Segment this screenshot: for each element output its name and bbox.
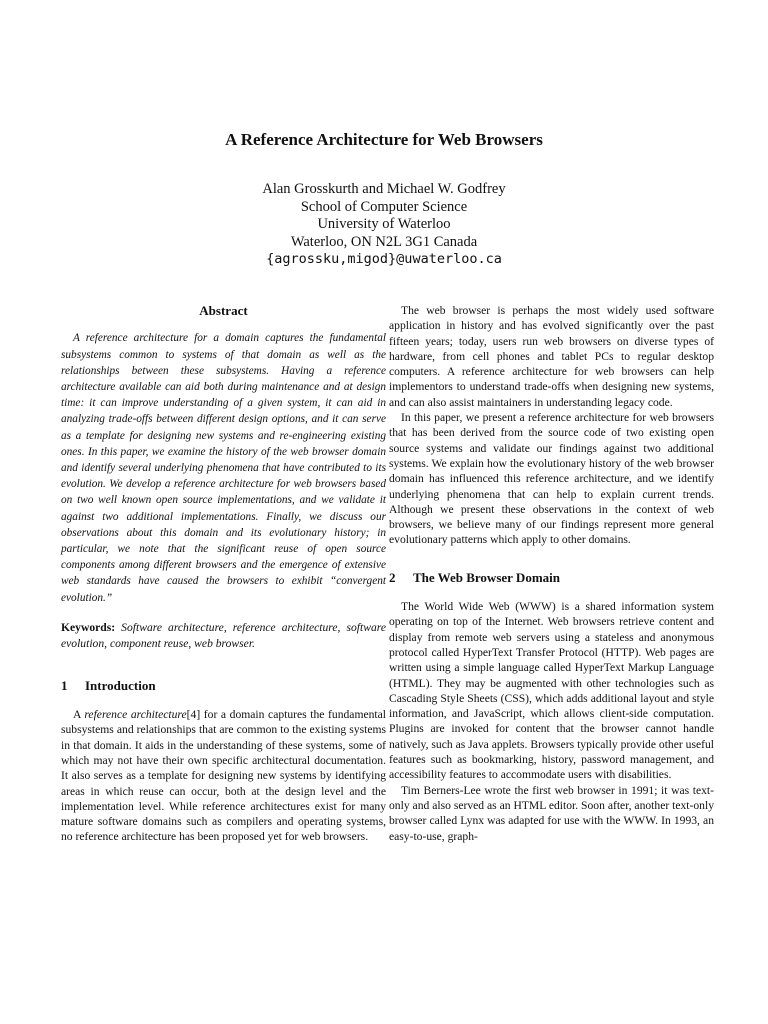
author-block (0, 181, 768, 269)
keywords-text: Software architecture, reference architecture, software evolution, component reuse, web browser. (61, 620, 386, 650)
author-names: Alan Grosskurth and Michael W. Godfrey (262, 181, 506, 197)
intro-prefix: A (73, 708, 85, 722)
author-email: {agrossku,migod}@uwaterloo.ca (266, 251, 502, 267)
domain-paragraph-2: Tim Berners-Lee wrote the first web browser in 1991; it was text-only and also served as an HTML editor. Soon after, another text-only browser called Lynx was adapted for use with the WWW. In 1993, an easy-to-use, graph- (389, 783, 714, 843)
abstract-text: A reference architecture for a domain captures the fundamental subsystems common to systems of that domain as well as the relationships between these subsystems. Having a reference architecture available can aid both during maintenance and at design time: it can improve understanding of a given system, it can aid in analyzing trade-offs between different design options, and it can serve as a template for designing new systems and re-engineering existing ones. In this paper, we examine the history of the web browser domain and identify several underlying phenomena that have contributed to its evolution. We develop a reference architecture for web browsers based on two well known open source implementations, and we validate it against two additional implementations. Finally, we discuss our observations about this domain and its evolutionary history; in particular, we note that the significant reuse of open source components among different browsers and the emergence of extensive web standards have caused the browsers to exhibit “convergent evolution.” (61, 332, 386, 604)
introduction-paragraph (61, 707, 386, 845)
intro-paragraph-1: The web browser is perhaps the most widely used software application in history and has evolved significantly over the past fifteen years; today, users run web browsers on diverse types of hardware, from cell phones and tablet PCs to regular desktop computers. A reference architecture for web browsers can help implementors to understand trade-offs when designing new systems, and can also assist maintainers in understanding legacy code. (389, 304, 714, 409)
section-heading-introduction (61, 678, 386, 693)
author-department: School of Computer Science (300, 198, 468, 215)
keywords (61, 620, 386, 652)
section-title: The Web Browser Domain (413, 569, 560, 585)
author-university: University of Waterloo (317, 216, 451, 232)
section-title: Introduction (85, 677, 156, 693)
paper-title: A Reference Architecture for Web Browsers (225, 130, 543, 149)
author-location: Waterloo, ON N2L 3G1 Canada (290, 233, 478, 250)
right-column (389, 303, 714, 844)
left-column (61, 303, 386, 845)
abstract-heading: Abstract (199, 303, 248, 318)
section-heading-web-browser-domain (389, 570, 714, 585)
keywords-label: Keywords: (61, 620, 116, 634)
intro-paragraph-2: In this paper, we present a reference architecture for web browsers that has been derived from the source code of two existing open source systems and validate our findings against two additional systems. We explain how the evolutionary history of the web browser domain has influenced this reference architecture, and we identify underlying phenomena that can help to explain current trends. Although we present these observations in the context of web browsers, we believe many of our findings represent more general evolutionary patterns which apply to other domains. (389, 411, 714, 547)
section-number: 2 (389, 569, 396, 585)
intro-term: reference architecture (84, 708, 187, 722)
section-number: 1 (61, 677, 68, 693)
domain-paragraph-1: The World Wide Web (WWW) is a shared information system operating on top of the Internet. Web browsers retrieve content and display from remote web servers using a stateless and anonymous protocol called HyperText Transfer Protocol (HTTP). Web pages are written using a simple language called HyperText Markup Language (HTML). They may be augmented with other technologies such as Cascading Style Sheets (CSS), which adds additional layout and style information, and JavaScript, which allows client-side computation. Plugins are invoked for content that the browser cannot handle natively, such as Java applets. Browsers typically provide other useful features such as bookmarking, history, password management, and accessibility features to accommodate users with disabilities. (389, 600, 714, 782)
intro-rest: [4] for a domain captures the fundamental subsystems and relationships that are common to the existing systems in that domain. It aids in the understanding of these systems, some of which may not have their own specific architectural documentation. It also serves as a template for designing new systems by identifying areas in which reuse can occur, both at the design level and the implementation level. While reference architectures exist for many mature software domains such as compilers and operating systems, no reference architecture has been proposed yet for web browsers. (61, 708, 386, 844)
